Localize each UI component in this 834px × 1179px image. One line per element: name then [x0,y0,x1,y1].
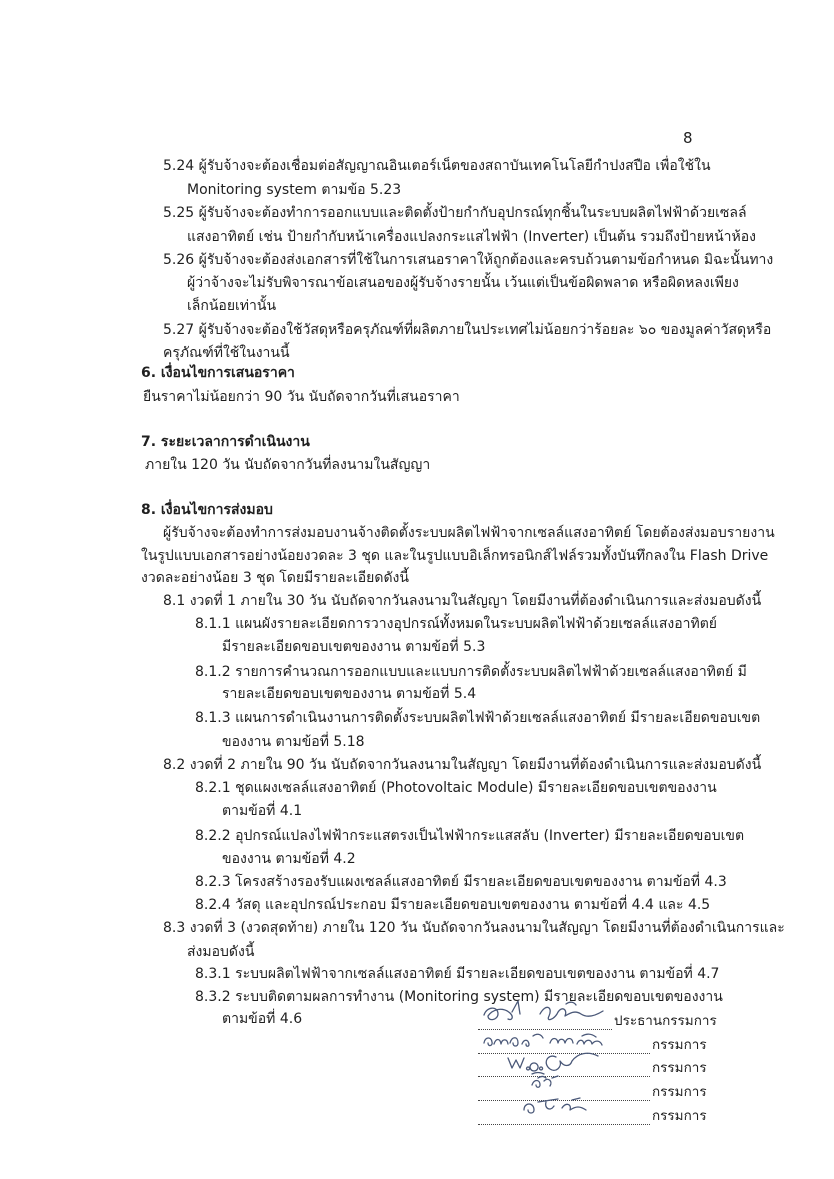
item-5-27-line-1: 5.27 ผู้รับจ้างจะต้องใช้วัสดุหรือครุภัณฑ์ที่ผลิตภายในประเทศไม่น้อยกว่าร้อยละ ๖๐ ของมูลค่าวัสดุหรือ [163,322,772,338]
signature-role-label: กรรมการ [652,1108,707,1124]
signature-dotted-line [478,1039,650,1054]
item-5-26-line-1: 5.26 ผู้รับจ้างจะต้องส่งเอกสารที่ใช้ในการเสนอราคาให้ถูกต้องและครบถ้วนตามข้อกำหนด มิฉะนั้นทาง [163,252,774,268]
item-5-25-line-2: แสงอาทิตย์ เช่น ป้ายกำกับหน้าเครื่องแปลงกระแสไฟฟ้า (Inverter) เป็นต้น รวมถึงป้ายหน้าห้อง [187,229,757,245]
item-8-3-1-line: 8.3.1 ระบบผลิตไฟฟ้าจากเซลล์แสงอาทิตย์ มีรายละเอียดขอบเขตของงาน ตามข้อที่ 4.7 [195,966,720,982]
item-8-2-1-line-1: 8.2.1 ชุดแผงเซลล์แสงอาทิตย์ (Photovoltaic Module) มีรายละเอียดขอบเขตของงาน [195,780,717,796]
signature-row-member-1 [478,1036,707,1054]
section-8-intro-line-2: ในรูปแบบเอกสารอย่างน้อยงวดละ 3 ชุด และในรูปแบบอิเล็กทรอนิกส์ไฟล์รวมทั้งบันทึกลงใน Flash Drive [141,548,769,564]
item-8-1-3-line-2: ของงาน ตามข้อที่ 5.18 [222,734,365,750]
item-5-24-line-1: 5.24 ผู้รับจ้างจะต้องเชื่อมต่อสัญญาณอินเตอร์เน็ตของสถาบันเทคโนโลยีกำปงสปือ เพื่อใช้ใน [163,158,711,174]
signature-dotted-line [478,1015,612,1030]
installment-3-line-2: ส่งมอบดังนี้ [187,944,255,960]
signature-row-member-4 [478,1107,707,1125]
signature-dotted-line [478,1110,650,1125]
item-8-1-3-line-1: 8.1.3 แผนการดำเนินงานการติดตั้งระบบผลิตไฟฟ้าด้วยเซลล์แสงอาทิตย์ มีรายละเอียดขอบเขต [195,710,761,726]
item-8-1-1-line-2: มีรายละเอียดขอบเขตของงาน ตามข้อที่ 5.3 [222,639,486,655]
installment-1-line: 8.1 งวดที่ 1 ภายใน 30 วัน นับถัดจากวันลงนามในสัญญา โดยมีงานที่ต้องดำเนินการและส่งมอบดังนี้ [163,593,762,609]
signature-row-member-3 [478,1083,707,1101]
item-5-25-line-1: 5.25 ผู้รับจ้างจะต้องทำการออกแบบและติดตั้งป้ายกำกับอุปกรณ์ทุกชิ้นในระบบผลิตไฟฟ้าด้วยเซลล์ [163,205,747,221]
item-8-3-2-line-1: 8.3.2 ระบบติดตามผลการทำงาน (Monitoring system) มีรายละเอียดขอบเขตของงาน [195,989,723,1005]
item-8-2-2-line-2: ของงาน ตามข้อที่ 4.2 [222,851,356,867]
item-8-1-2-line-2: รายละเอียดขอบเขตของงาน ตามข้อที่ 5.4 [222,686,477,702]
item-8-2-2-line-1: 8.2.2 อุปกรณ์แปลงไฟฟ้ากระแสตรงเป็นไฟฟ้ากระแสสลับ (Inverter) มีรายละเอียดขอบเขต [195,828,745,844]
page-number: 8 [683,129,693,147]
signature-row-chair [478,1012,717,1030]
section-7-heading: 7. ระยะเวลาการดำเนินงาน [141,434,310,450]
item-8-2-4-line: 8.2.4 วัสดุ และอุปกรณ์ประกอบ มีรายละเอียดขอบเขตของงาน ตามข้อที่ 4.4 และ 4.5 [195,897,711,913]
item-8-2-1-line-2: ตามข้อที่ 4.1 [222,803,303,819]
signature-row-member-2 [478,1059,707,1077]
section-8-intro-line-1: ผู้รับจ้างจะต้องทำการส่งมอบงานจ้างติดตั้งระบบผลิตไฟฟ้าจากเซลล์แสงอาทิตย์ โดยต้องส่งมอบรายงาน [163,525,775,541]
item-5-26-line-3: เล็กน้อยเท่านั้น [187,298,277,314]
signature-role-label: ประธานกรรมการ [614,1013,717,1029]
signature-role-label: กรรมการ [652,1060,707,1076]
item-5-26-line-2: ผู้ว่าจ้างจะไม่รับพิจารณาข้อเสนอของผู้รับจ้างรายนั้น เว้นแต่เป็นข้อผิดพลาด หรือผิดหลงเพียง [187,275,739,291]
section-6-heading: 6. เงื่อนไขการเสนอราคา [141,365,295,381]
section-8-intro-line-3: งวดละอย่างน้อย 3 ชุด โดยมีรายละเอียดดังนี้ [141,570,409,586]
item-8-3-2-line-2: ตามข้อที่ 4.6 [222,1011,303,1027]
installment-2-line: 8.2 งวดที่ 2 ภายใน 90 วัน นับถัดจากวันลงนามในสัญญา โดยมีงานที่ต้องดำเนินการและส่งมอบดังนี้ [163,757,762,773]
signature-role-label: กรรมการ [652,1037,707,1053]
item-5-27-line-2: ครุภัณฑ์ที่ใช้ในงานนี้ [163,345,290,361]
signature-dotted-line [478,1062,650,1077]
section-8-heading: 8. เงื่อนไขการส่งมอบ [141,502,273,518]
item-5-24-line-2: Monitoring system ตามข้อ 5.23 [187,182,402,198]
item-8-1-2-line-1: 8.1.2 รายการคำนวณการออกแบบและแบบการติดตั้งระบบผลิตไฟฟ้าด้วยเซลล์แสงอาทิตย์ มี [195,664,747,680]
signature-dotted-line [478,1086,650,1101]
installment-3-line-1: 8.3 งวดที่ 3 (งวดสุดท้าย) ภายใน 120 วัน นับถัดจากวันลงนามในสัญญา โดยมีงานที่ต้องดำเนินการและ [163,920,785,936]
signature-role-label: กรรมการ [652,1084,707,1100]
item-8-1-1-line-1: 8.1.1 แผนผังรายละเอียดการวางอุปกรณ์ทั้งหมดในระบบผลิตไฟฟ้าด้วยเซลล์แสงอาทิตย์ [195,616,718,632]
item-8-2-3-line: 8.2.3 โครงสร้างรองรับแผงเซลล์แสงอาทิตย์ มีรายละเอียดขอบเขตของงาน ตามข้อที่ 4.3 [195,874,727,890]
section-6-body: ยืนราคาไม่น้อยกว่า 90 วัน นับถัดจากวันที่เสนอราคา [143,389,460,405]
section-7-body: ภายใน 120 วัน นับถัดจากวันที่ลงนามในสัญญา [145,457,431,473]
